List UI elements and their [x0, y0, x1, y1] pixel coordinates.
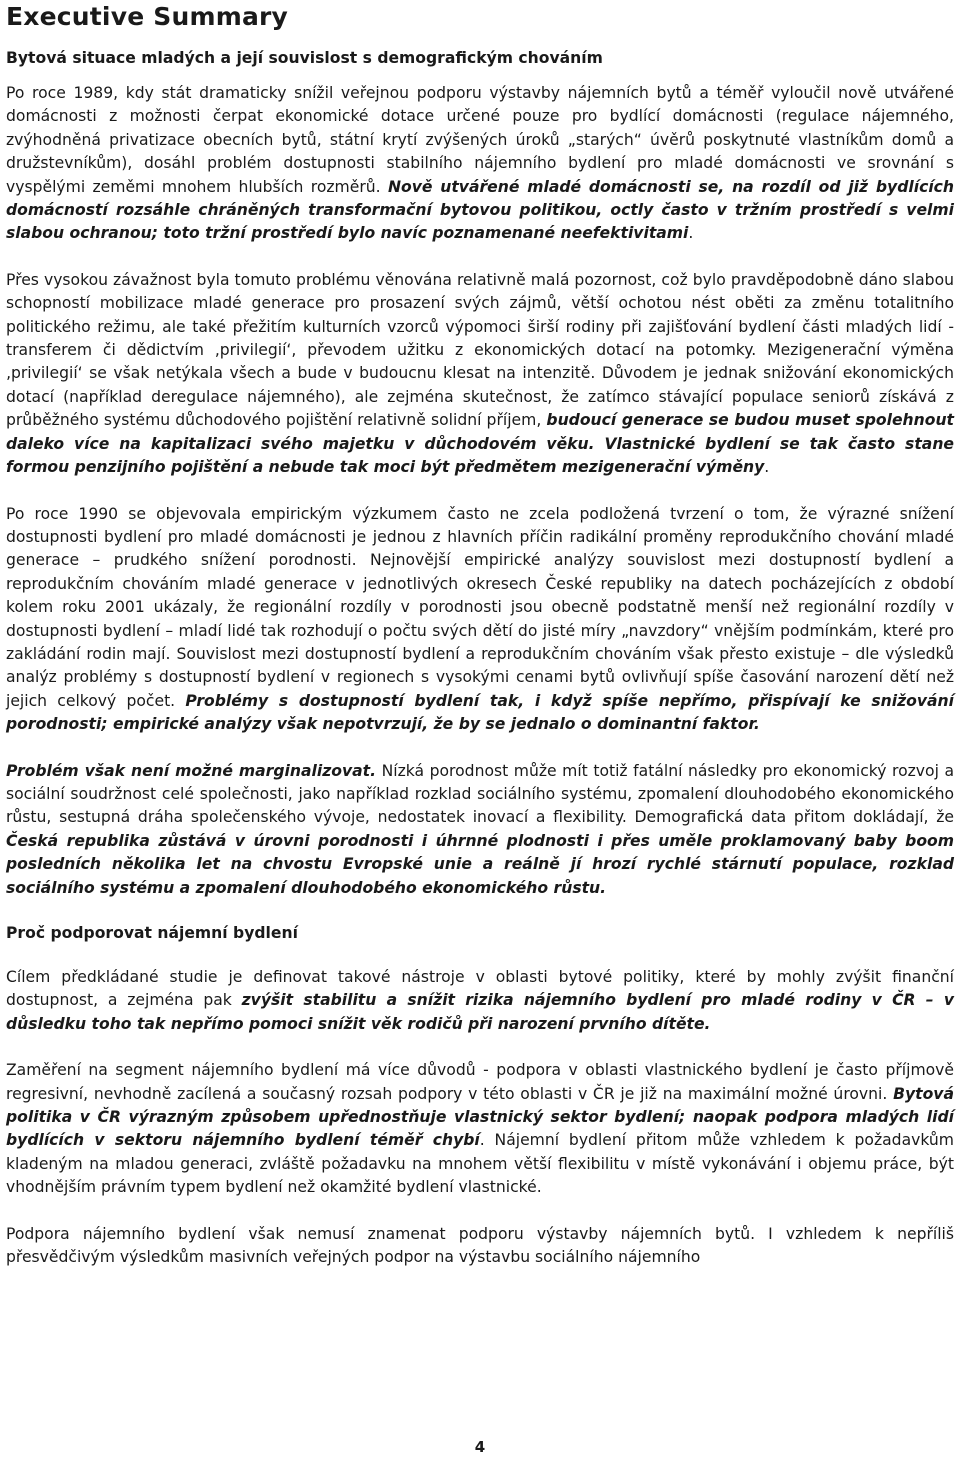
paragraph-6 — [6, 1059, 954, 1199]
paragraph-4 — [6, 760, 954, 900]
paragraph-4-lead: Problém však není možné marginalizovat. — [6, 761, 377, 780]
paragraph-2-text: Přes vysokou závažnost byla tomuto problému věnována relativně malá pozornost, což bylo pravděpodobně dáno slabou schopností mobilizace mladé generace pro prosazení svých zájmů, větší ochotou nést oběti za změnu totalitního politického režimu, ale také přežitím kulturních vzorců výpomoci širší rodiny při zajišťování bydlení části mladých lidí - transferem či dědictvím ‚privilegií‘, převodem užitku z ekonomických dotací na potomky. Mezigenerační výměna ‚privilegií‘ se však netýkala všech a bude v budoucnu klesat na intenzitě. Důvodem je jednak snižování ekonomických dotací (například deregulace nájemného), ale zejména skutečnost, že zatímco stávající populace seniorů získává z průběžného systému důchodového pojištění relativně solidní příjem, — [6, 270, 954, 430]
paragraph-3 — [6, 503, 954, 737]
section-heading-rental-housing: Proč podporovat nájemní bydlení — [6, 924, 298, 942]
paragraph-4-emphasis: Česká republika zůstává v úrovni porodnosti i úhrnné plodnosti i přes uměle proklamovaný baby boom posledních několika let na chvostu Evropské unie a reálně jí hrozí rychlé stárnutí populace, rozklad sociálního systému a zpomalení dlouhodobého ekonomického růstu. — [6, 831, 954, 897]
paragraph-3-text: Po roce 1990 se objevovala empirickým výzkumem často ne zcela podložená tvrzení o tom, že výrazné snížení dostupnosti bydlení pro mladé domácnosti je jednou z hlavních příčin radikální proměny reprodukčního chování mladé generace – prudkého snížení porodnosti. Nejnovější empirické analýzy souvislost mezi dostupností bydlení a reprodukčním chováním mladé generace v jednotlivých okresech České republiky na datech pocházejících z období kolem roku 2001 ukázaly, že regionální rozdíly v porodnosti jsou obecně podstatně menší než regionální rozdíly v dostupnosti bydlení – mladí lidé tak rozhodují o počtu svých dětí do jisté míry „navzdory“ vnějším podmínkám, které pro zakládání rodin mají. Souvislost mezi dostupností bydlení a reprodukčním chováním však přesto existuje – dle výsledků analýz problémy s dostupností bydlení v regionech s vysokými cenami bytů ovlivňují spíše časování narození dětí než jejich celkový počet. — [6, 504, 954, 710]
paragraph-6-emphasis: Bytová politika v ČR výrazným způsobem upřednostňuje vlastnický sektor bydlení; naopak podpora mladých lidí bydlících v sektoru nájemního bydlení téměř chybí — [6, 1084, 954, 1150]
paragraph-6-text: Zaměření na segment nájemního bydlení má více důvodů - podpora v oblasti vlastnického bydlení je často příjmově regresivní, nevhodně zacílená a současný rozsah podpory v této oblasti v ČR je již na maximální možné úrovni. — [6, 1061, 954, 1103]
paragraph-2-end: . — [764, 458, 770, 477]
page-title: Executive Summary — [6, 2, 289, 31]
paragraph-2 — [6, 269, 954, 480]
paragraph-2-emphasis: budoucí generace se budou muset spolehnout daleko více na kapitalizaci svého majetku v důchodovém věku. Vlastnické bydlení se tak často stane formou penzijního pojištění a nebude tak moci být předmětem mezigenerační výměny — [6, 411, 954, 477]
paragraph-1-emphasis: Nově utvářené mladé domácnosti se, na rozdíl od již bydlících domácností rozsáhle chráněných transformační bytovou politikou, octly často v tržním prostředí s velmi slabou ochranou; toto tržní prostředí bylo navíc poznamenané neefektivitami — [6, 177, 955, 243]
page-number: 4 — [474, 1438, 486, 1456]
paragraph-5-emphasis: zvýšit stabilitu a snížit rizika nájemního bydlení pro mladé rodiny v ČR – v důsledku toho tak nepřímo pomoci snížit věk rodičů při narození prvního dítěte. — [6, 991, 954, 1033]
paragraph-4-text: Nízká porodnost může mít totiž fatální následky pro ekonomický rozvoj a sociální soudržnost celé společnosti, jako například rozklad sociálního systému, zpomalení dlouhodobého ekonomického růstu, sestupná dráha společenského vývoje, nedostatek inovací a flexibility. Demografická data přitom dokládají, že — [6, 761, 954, 827]
paragraph-7-text: Podpora nájemního bydlení však nemusí znamenat podporu výstavby nájemních bytů. I vzhledem k nepříliš přesvědčivým výsledkům masivních veřejných podpor na výstavbu sociálního nájemního — [6, 1224, 954, 1267]
paragraph-7 — [6, 1223, 954, 1270]
paragraph-5 — [6, 966, 954, 1036]
paragraph-1-end: . — [688, 224, 694, 243]
paragraph-1 — [6, 82, 954, 246]
paragraph-5-text: Cílem předkládané studie je definovat takové nástroje v oblasti bytové politiky, které by mohly zvýšit finanční dostupnost, a zejména pak — [6, 968, 954, 1010]
section-heading-housing-demography: Bytová situace mladých a její souvislost s demografickým chováním — [6, 49, 603, 67]
paragraph-1-text: Po roce 1989, kdy stát dramaticky snížil veřejnou podporu výstavby nájemních bytů a téměř vyloučil nově utvářené domácnosti z možnosti čerpat ekonomické dotace určené pouze pro bydlící domácnosti (regulace nájemného, zvýhodněná privatizace obecních bytů, státní krytí zvýšených úroků „starých“ úvěrů poskytnuté vlastníkům domů a družstevníkům), dosáhl problém dostupnosti stabilního nájemního bydlení pro mladé domácnosti ve srovnání s vyspělými zeměmi mnohem hlubších rozměrů. — [6, 84, 954, 196]
paragraph-3-emphasis: Problémy s dostupností bydlení tak, i když spíše nepřímo, přispívají ke snižování porodnosti; empirické analýzy však nepotvrzují, že by se jednalo o dominantní faktor. — [6, 691, 954, 734]
paragraph-6-end: . Nájemní bydlení přitom může vzhledem k požadavkům kladeným na mladou generaci, zvláště požadavku na mnohem větší flexibilitu v místě vykonávání i objemu práce, být vhodnějším právním typem bydlení než okamžité bydlení vlastnické. — [6, 1131, 954, 1197]
